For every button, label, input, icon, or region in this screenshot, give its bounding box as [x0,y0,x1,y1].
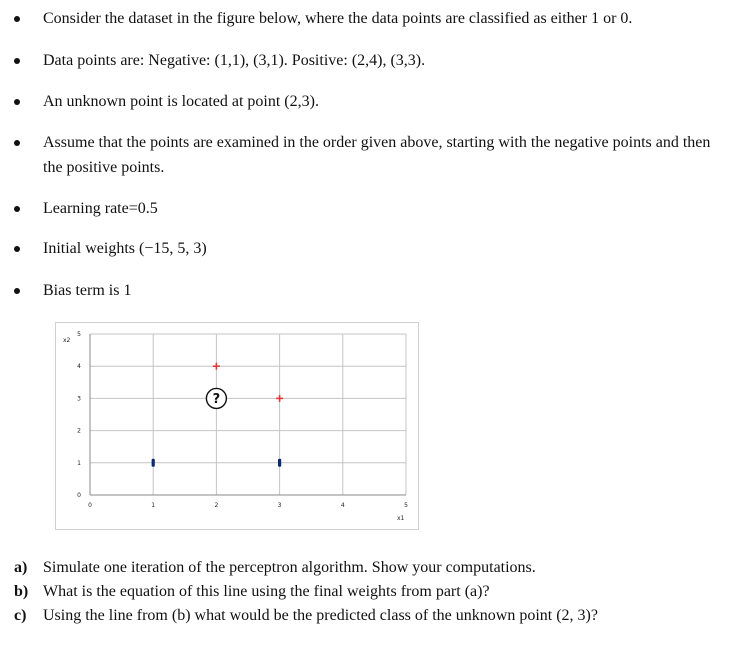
bullet-text: Assume that the points are examined in the order given above, starting with the negative points and then the positive points. [43,134,711,176]
unknown-point-label: ? [212,391,221,407]
question-text: Using the line from (b) what would be the predicted class of the unknown point (2, 3)? [43,607,598,624]
question-text: What is the equation of this line using the final weights from part (a)? [43,583,490,600]
x-axis-label: x1 [397,515,405,522]
bullet-dot [14,206,20,212]
y-tick-label: 2 [77,427,81,435]
y-axis-label: x2 [63,337,71,344]
bullet-text: Learning rate=0.5 [43,200,158,217]
negative-point [278,459,281,467]
chart-canvas [56,323,418,529]
y-tick-label: 5 [77,331,81,338]
x-tick-label: 3 [277,502,282,509]
question-label: b) [14,583,29,600]
scatter-chart [55,322,419,530]
x-tick-label: 2 [214,502,219,509]
bullet-dot [14,99,20,105]
bullet-dot [14,140,20,146]
positive-point [213,363,220,370]
y-tick-label: 0 [77,492,81,499]
question-text: Simulate one iteration of the perceptron algorithm. Show your computations. [43,559,536,576]
bullet-dot [14,58,20,64]
y-tick-label: 4 [77,363,81,371]
bullet-text: Data points are: Negative: (1,1), (3,1). Positive: (2,4), (3,3). [43,52,426,69]
question-label: a) [14,559,28,576]
x-tick-label: 0 [88,502,92,509]
question-a [14,556,734,580]
bullet-text: Initial weights (−15, 5, 3) [43,240,207,257]
y-tick-label: 3 [77,395,81,403]
bullet-dot [14,288,20,294]
question-c [14,604,734,628]
bullet-text: Consider the dataset in the figure below, where the data points are classified as either 1 or 0. [43,10,633,27]
bullet-text: An unknown point is located at point (2,3). [43,93,319,110]
bullet-dot [14,16,20,22]
x-tick-label: 5 [404,502,408,509]
positive-point [276,395,283,402]
negative-point [152,459,155,467]
bullet-text: Bias term is 1 [43,282,132,299]
x-tick-label: 4 [340,502,345,509]
y-tick-label: 1 [77,459,81,467]
x-tick-label: 1 [151,502,156,509]
question-b [14,580,734,604]
question-label: c) [14,607,27,624]
bullet-dot [14,246,20,252]
